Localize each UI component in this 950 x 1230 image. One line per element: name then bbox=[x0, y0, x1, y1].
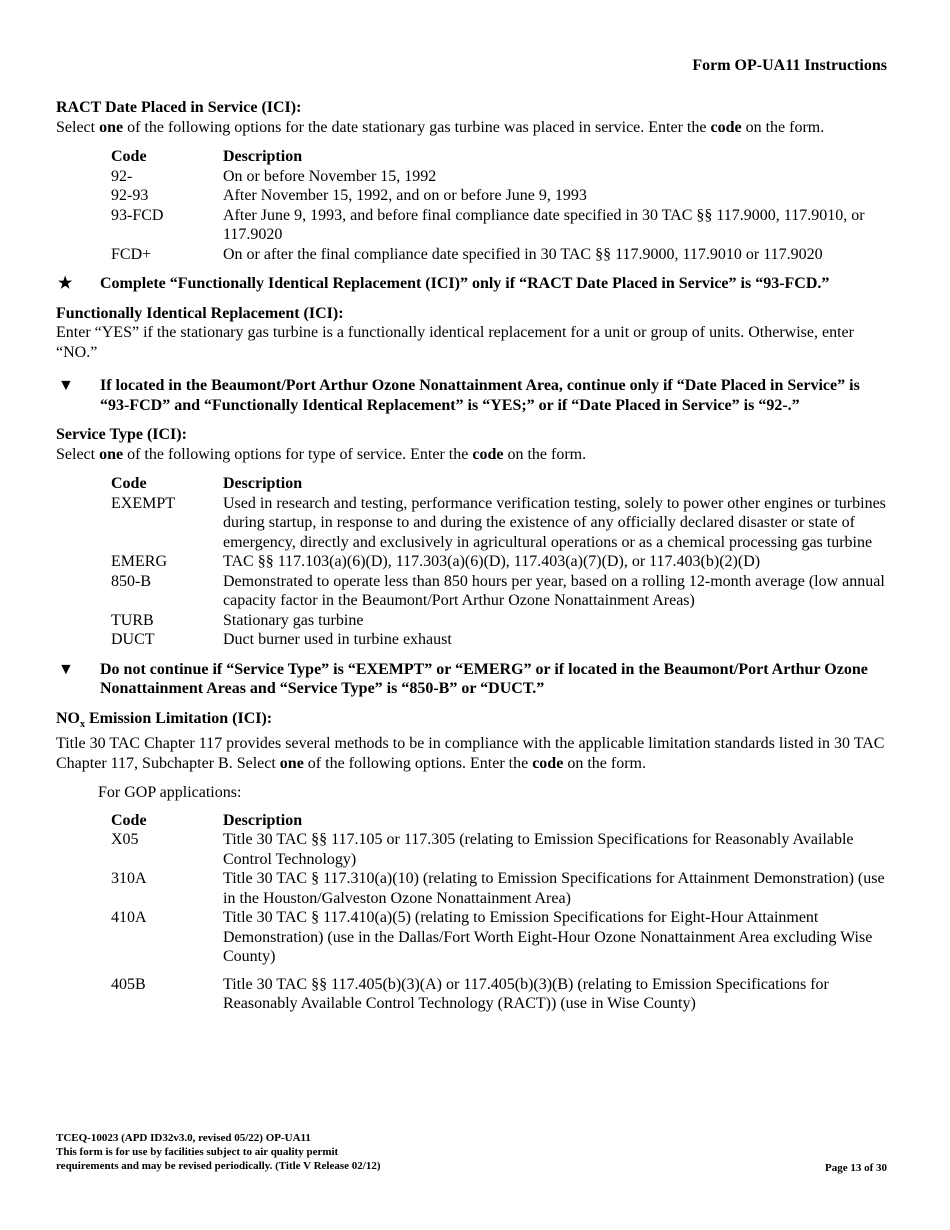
table-row bbox=[111, 967, 891, 1014]
table-row bbox=[111, 206, 891, 245]
description-cell: Stationary gas turbine bbox=[223, 611, 364, 629]
code-cell: 405B bbox=[111, 975, 146, 993]
table-row bbox=[111, 186, 891, 206]
table-row bbox=[111, 611, 891, 631]
table-row bbox=[111, 167, 891, 187]
description-cell: On or before November 15, 1992 bbox=[223, 167, 437, 185]
section-intro-ract-date bbox=[56, 118, 890, 138]
description-cell: Title 30 TAC § 117.410(a)(5) (relating to Emission Specifications for Eight-Hour Attainment Demonstration) (use in the Dallas/Fort Worth Eight-Hour Ozone Nonattainment Area excluding Wise County) bbox=[223, 909, 873, 966]
nox-code-table bbox=[111, 811, 891, 1014]
description-cell: Title 30 TAC § 117.310(a)(10) (relating to Emission Specifications for Attainment Demonstration) (use in the Houston/Galveston Ozone Nonattainment Area) bbox=[223, 870, 885, 907]
down-triangle-icon: ▼ bbox=[58, 377, 74, 394]
down-triangle-icon: ▼ bbox=[58, 660, 74, 678]
column-header-description: Description bbox=[223, 811, 303, 829]
intro-text: Title 30 TAC Chapter 117 provides several methods to be in compliance with the applicable limitation standards listed in 30 TAC Chapter 117, Subchapter B. Select bbox=[56, 735, 885, 772]
intro-text: on the form. bbox=[503, 445, 587, 463]
footer-form-id: TCEQ-10023 (APD ID32v3.0, revised 05/22) OP-UA11 bbox=[56, 1132, 311, 1144]
column-header-code: Code bbox=[111, 811, 147, 829]
page-footer bbox=[56, 1131, 380, 1173]
footer-usage-note: This form is for use by facilities subject to air quality permit bbox=[56, 1146, 339, 1158]
footer-revision-note: requirements and may be revised periodically. (Title V Release 02/12) bbox=[56, 1160, 381, 1172]
star-icon: ★ bbox=[58, 275, 73, 292]
code-cell: 92- bbox=[111, 167, 133, 185]
intro-emphasis: one bbox=[99, 445, 124, 463]
description-cell: Demonstrated to operate less than 850 hours per year, based on a rolling 12-month average (low annual capacity factor in the Beaumont/Port Arthur Ozone Nonattainment Areas) bbox=[223, 572, 885, 609]
code-cell: EXEMPT bbox=[111, 494, 175, 512]
column-header-description: Description bbox=[223, 475, 303, 492]
gop-applications-label: For GOP applications: bbox=[98, 784, 242, 802]
code-cell: 92-93 bbox=[111, 187, 149, 204]
intro-text: Select bbox=[56, 118, 100, 136]
intro-text: on the form. bbox=[563, 754, 646, 772]
note-text: Complete “Functionally Identical Replacement (ICI)” only if “RACT Date Placed in Service” is “93-FCD.” bbox=[100, 275, 830, 292]
description-cell: After November 15, 1992, and on or before June 9, 1993 bbox=[223, 187, 587, 204]
table-header-row bbox=[111, 147, 891, 167]
intro-text: on the form. bbox=[741, 118, 825, 136]
service-type-code-table bbox=[111, 474, 891, 650]
description-cell: Title 30 TAC §§ 117.405(b)(3)(A) or 117.405(b)(3)(B) (relating to Emission Specifications for Reasonably Available Control Technology (RACT)) (use in Wise County) bbox=[223, 975, 829, 1013]
table-row bbox=[111, 630, 891, 650]
page-header-title: Form OP-UA11 Instructions bbox=[692, 57, 887, 74]
intro-text: Select bbox=[56, 445, 100, 463]
instruction-note-triangle bbox=[56, 660, 890, 699]
description-cell: On or after the final compliance date specified in 30 TAC §§ 117.9000, 117.9010 or 117.9020 bbox=[223, 245, 823, 263]
code-cell: 850-B bbox=[111, 572, 151, 590]
code-cell: 310A bbox=[111, 870, 147, 888]
section-title-service-type: Service Type (ICI): bbox=[56, 426, 187, 443]
code-cell: DUCT bbox=[111, 631, 155, 648]
note-text: Do not continue if “Service Type” is “EXEMPT” or “EMERG” or if located in the Beaumont/Port Arthur Ozone Nonattainment Areas and “Service Type” is “850-B” or “DUCT.” bbox=[100, 660, 868, 697]
page-number: Page 13 of 30 bbox=[824, 1162, 887, 1174]
code-cell: TURB bbox=[111, 611, 154, 629]
table-row bbox=[111, 245, 891, 265]
section-intro-nox bbox=[56, 734, 890, 773]
code-cell: FCD+ bbox=[111, 245, 152, 263]
code-cell: EMERG bbox=[111, 553, 167, 570]
table-row bbox=[111, 908, 891, 967]
note-text: If located in the Beaumont/Port Arthur Ozone Nonattainment Area, continue only if “Date Placed in Service” is “93-FCD” and “Functionally Identical Replacement” is “YES;” or if “Date Placed in Service” is “92-.” bbox=[100, 377, 860, 414]
column-header-code: Code bbox=[111, 475, 147, 492]
intro-emphasis: code bbox=[472, 445, 504, 463]
table-row bbox=[111, 830, 891, 869]
table-row bbox=[111, 869, 891, 908]
description-cell: Duct burner used in turbine exhaust bbox=[223, 631, 452, 648]
table-header-row bbox=[111, 811, 891, 831]
table-row bbox=[111, 552, 891, 572]
ract-code-table bbox=[111, 147, 891, 264]
section-intro-service-type bbox=[56, 445, 890, 465]
code-cell: X05 bbox=[111, 831, 139, 849]
title-text: Emission Limitation (ICI): bbox=[85, 709, 273, 727]
section-title-ract-date: RACT Date Placed in Service (ICI): bbox=[56, 99, 302, 116]
table-row bbox=[111, 494, 891, 553]
code-cell: 410A bbox=[111, 909, 147, 927]
intro-text: of the following options for type of service. Enter the bbox=[123, 445, 473, 463]
intro-text: of the following options for the date stationary gas turbine was placed in service. Enter the bbox=[123, 118, 711, 136]
description-cell: After June 9, 1993, and before final compliance date specified in 30 TAC §§ 117.9000, 117.9010, or 117.9020 bbox=[223, 206, 865, 243]
table-row bbox=[111, 572, 891, 611]
description-cell: Title 30 TAC §§ 117.105 or 117.305 (relating to Emission Specifications for Reasonably Available Control Technology) bbox=[223, 831, 854, 868]
document-page bbox=[56, 0, 890, 1230]
intro-emphasis: code bbox=[532, 754, 564, 772]
instruction-note-triangle bbox=[56, 376, 890, 415]
intro-emphasis: one bbox=[99, 118, 124, 136]
instruction-note-star bbox=[56, 274, 890, 294]
column-header-code: Code bbox=[111, 148, 147, 165]
document-content bbox=[56, 98, 890, 1014]
title-subscript: x bbox=[80, 718, 85, 730]
section-title-fir: Functionally Identical Replacement (ICI): bbox=[56, 304, 344, 322]
title-text: NO bbox=[56, 709, 80, 727]
intro-emphasis: code bbox=[710, 118, 742, 136]
section-text-fir: Enter “YES” if the stationary gas turbine is a functionally identical replacement for a unit or group of units. Otherwise, enter “NO.” bbox=[56, 324, 854, 361]
intro-emphasis: one bbox=[279, 754, 304, 772]
column-header-description: Description bbox=[223, 148, 303, 165]
section-title-nox-emission-limitation bbox=[56, 709, 890, 735]
description-cell: TAC §§ 117.103(a)(6)(D), 117.303(a)(6)(D), 117.403(a)(7)(D), or 117.403(b)(2)(D) bbox=[223, 553, 761, 570]
table-header-row bbox=[111, 474, 891, 494]
description-cell: Used in research and testing, performance verification testing, solely to power other engines or turbines during startup, in response to and during the existence of any officially declared disaster or state of emergency, directly and exclusively in agricultural operations or as a chemical processing gas turbine bbox=[223, 494, 886, 551]
intro-text: of the following options. Enter the bbox=[303, 754, 533, 772]
code-cell: 93-FCD bbox=[111, 206, 164, 224]
